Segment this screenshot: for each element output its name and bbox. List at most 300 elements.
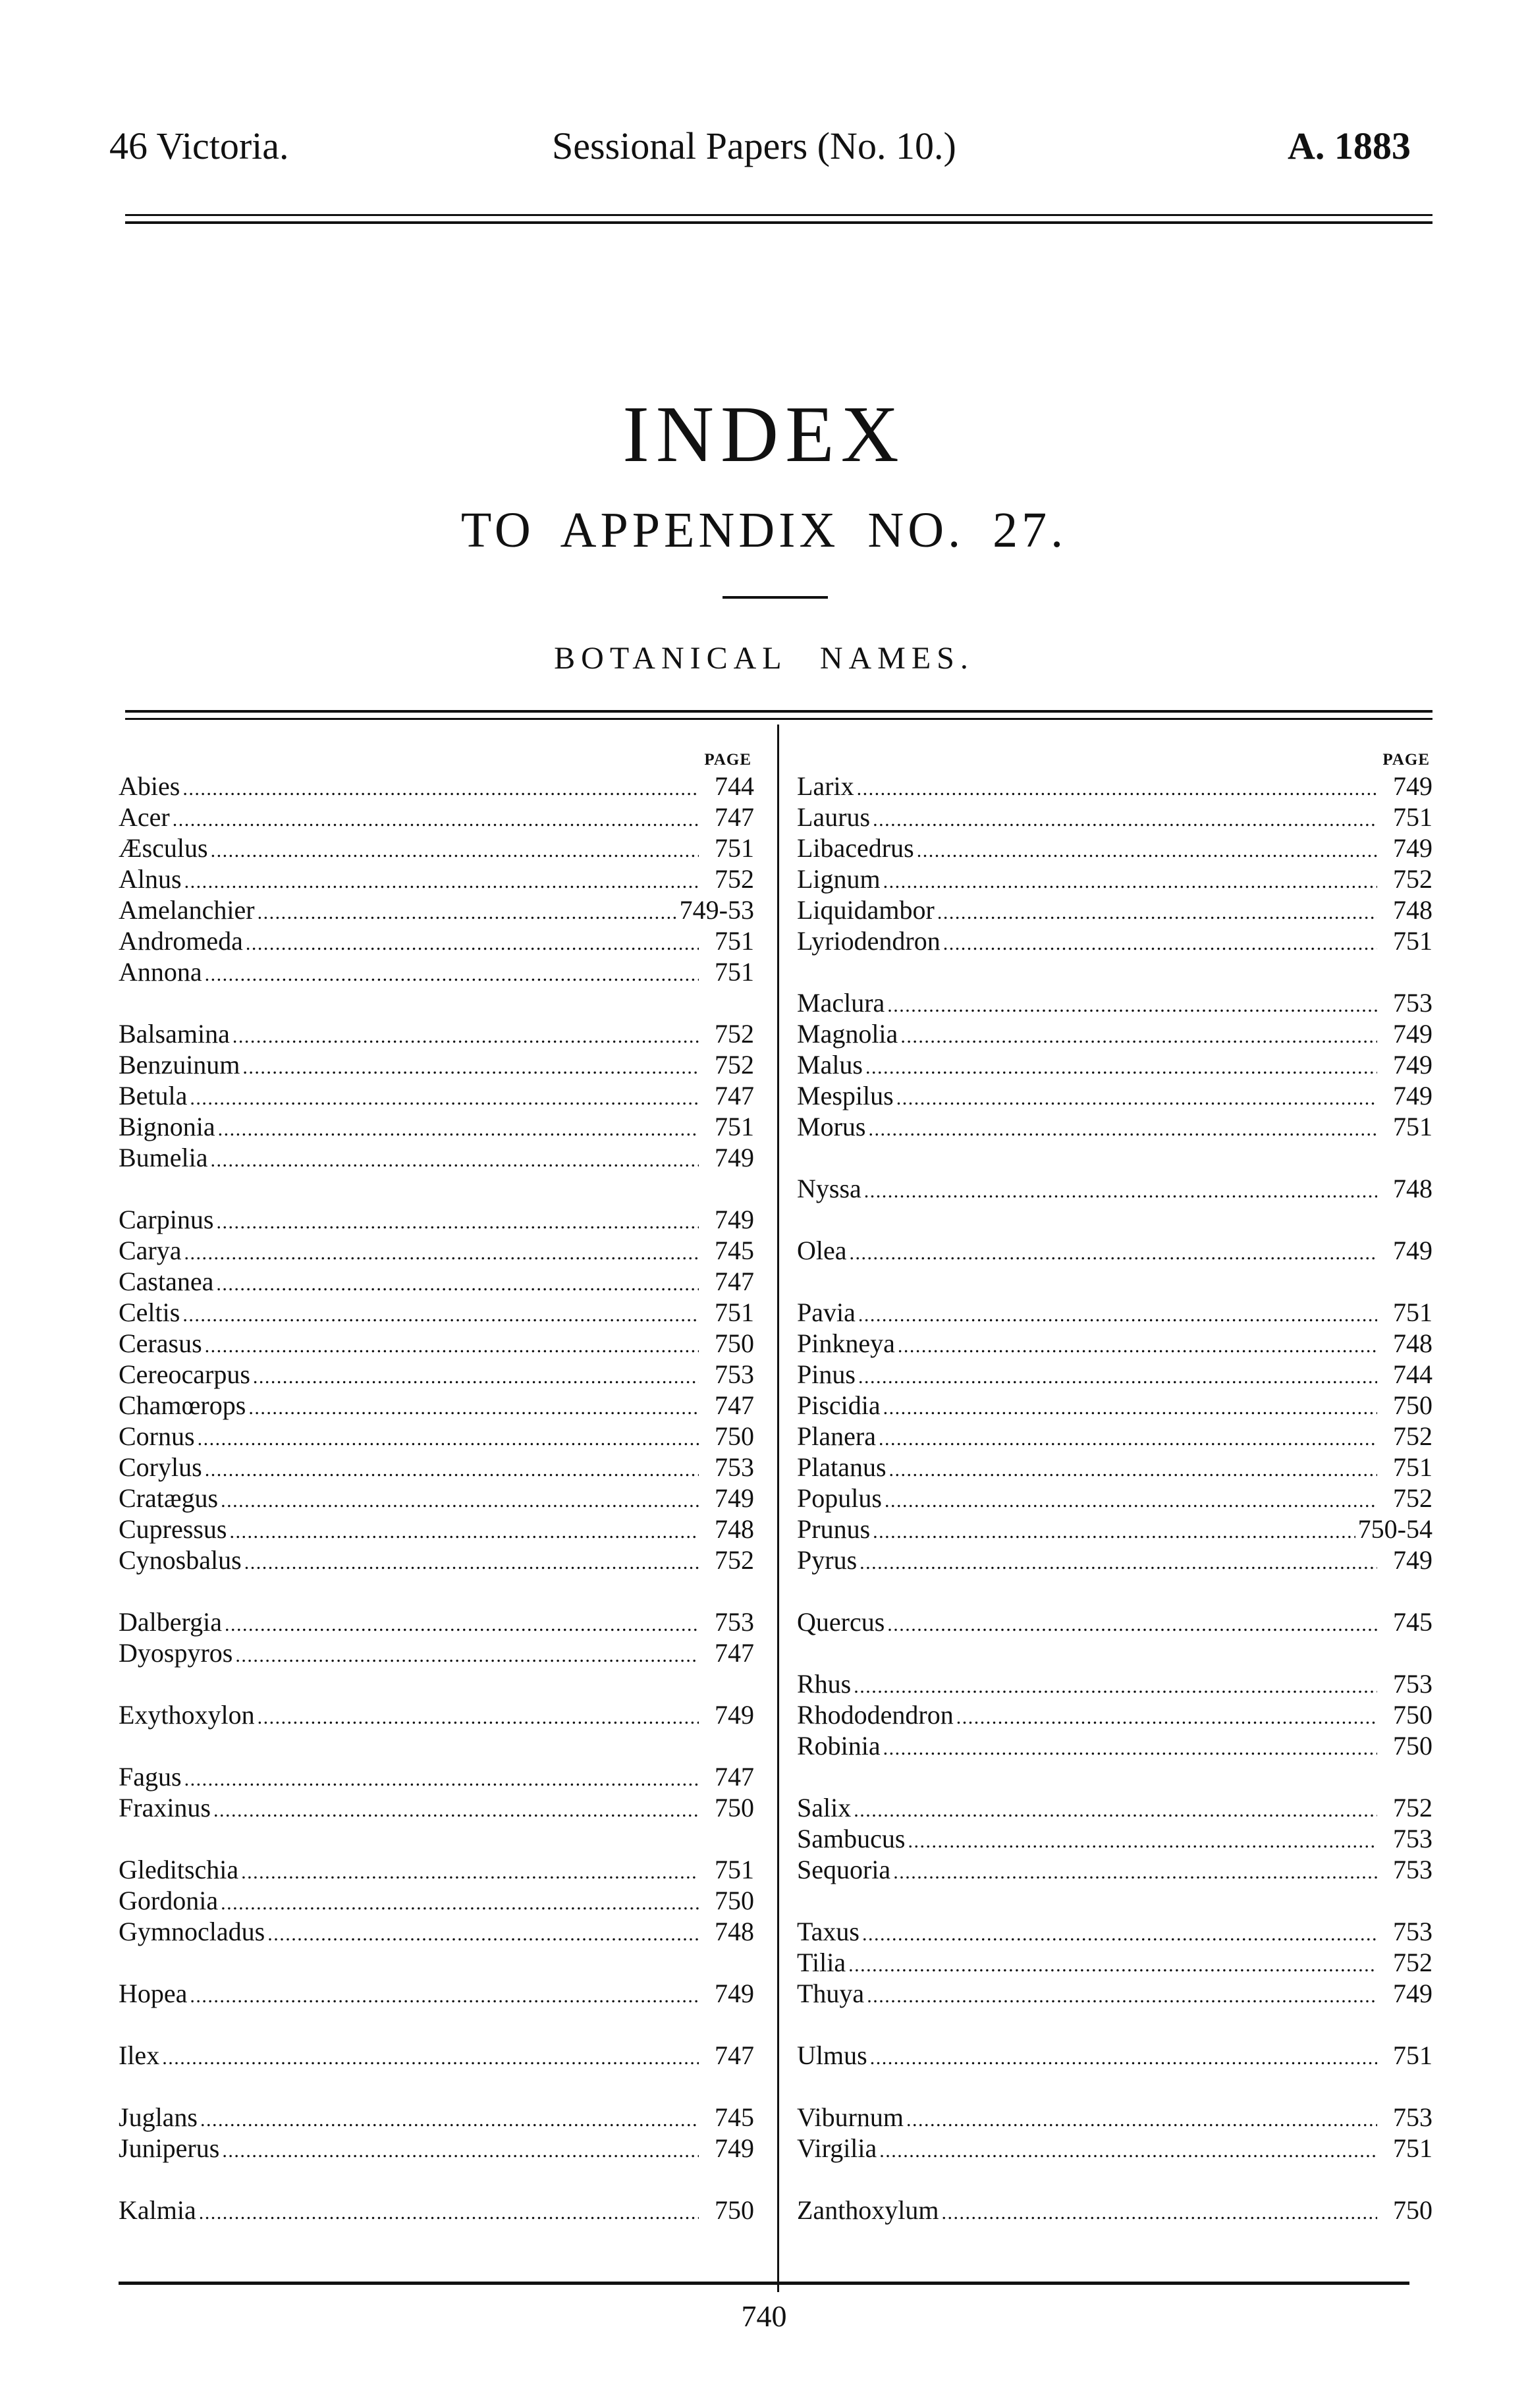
dot-leader	[887, 1606, 1377, 1637]
entry-page: 751	[715, 957, 754, 987]
entry-term: Kalmia	[119, 2195, 196, 2225]
entry-page: 747	[715, 1267, 754, 1296]
entry-page: 749	[1393, 1545, 1432, 1575]
entry-term: Abies	[119, 771, 180, 801]
index-entry	[797, 1730, 1432, 1761]
dot-leader	[229, 1514, 699, 1545]
entry-term: Sambucus	[797, 1824, 906, 1853]
entry-page: 752	[1393, 1793, 1432, 1822]
index-entry	[797, 863, 1432, 894]
index-entry	[119, 1885, 754, 1916]
index-entry	[119, 956, 754, 987]
entry-page: 750	[1393, 2195, 1432, 2225]
entry-term: Pyrus	[797, 1545, 858, 1575]
entry-page: 744	[1393, 1359, 1432, 1389]
entry-term: Virgilia	[797, 2133, 877, 2163]
dot-leader	[225, 1606, 699, 1637]
entry-term: Cupressus	[119, 1514, 227, 1544]
dot-leader	[222, 2133, 699, 2164]
dot-leader	[235, 1637, 699, 1668]
index-entry	[797, 1173, 1432, 1204]
entry-page: 747	[715, 1638, 754, 1668]
dot-leader	[182, 1297, 699, 1328]
entry-term: Mespilus	[797, 1081, 894, 1110]
index-entry	[119, 2133, 754, 2164]
index-entry	[797, 925, 1432, 956]
dot-leader	[868, 1111, 1377, 1142]
index-entry	[119, 1792, 754, 1823]
index-entry	[797, 1699, 1432, 1730]
entry-page: 749	[1393, 1050, 1432, 1080]
dot-leader	[898, 1328, 1377, 1359]
index-entry	[119, 1142, 754, 1173]
index-entry	[797, 1854, 1432, 1885]
entry-page: 753	[1393, 1669, 1432, 1699]
entry-term: Alnus	[119, 864, 182, 894]
index-entry	[119, 2102, 754, 2133]
entry-page: 753	[1393, 1824, 1432, 1853]
entry-page: 752	[1393, 864, 1432, 894]
entry-term: Hopea	[119, 1979, 188, 2008]
dot-leader	[943, 925, 1377, 956]
dot-leader	[211, 1142, 699, 1173]
index-entry	[797, 1359, 1432, 1390]
index-entry	[797, 1297, 1432, 1328]
entry-term: Laurus	[797, 802, 871, 832]
entry-term: Thuya	[797, 1979, 865, 2008]
running-header-right: A. 1883	[1288, 124, 1411, 167]
index-entry	[119, 1111, 754, 1142]
dot-leader	[173, 802, 699, 833]
entry-term: Maclura	[797, 988, 885, 1018]
dot-leader	[241, 1854, 699, 1885]
dot-leader	[205, 1328, 699, 1359]
entry-page: 752	[715, 1019, 754, 1049]
index-entry	[797, 1049, 1432, 1080]
entry-term: Annona	[119, 957, 202, 987]
dot-leader	[200, 2102, 699, 2133]
index-entry	[797, 987, 1432, 1018]
dot-leader	[857, 771, 1377, 802]
entry-term: Quercus	[797, 1607, 885, 1637]
entry-page: 751	[715, 1855, 754, 1884]
dot-leader	[862, 1916, 1377, 1947]
dot-leader	[879, 2133, 1377, 2164]
index-entry	[797, 2040, 1432, 2071]
index-entry	[119, 1761, 754, 1792]
index-entry	[119, 1204, 754, 1235]
entry-term: Bignonia	[119, 1112, 215, 1141]
dot-leader	[896, 1080, 1377, 1111]
entry-term: Nyssa	[797, 1174, 861, 1203]
index-entry	[797, 1947, 1432, 1978]
dot-leader	[218, 1111, 699, 1142]
index-entry	[797, 2195, 1432, 2226]
entry-term: Dalbergia	[119, 1607, 222, 1637]
running-header-left: 46 Victoria.	[109, 124, 289, 167]
entry-term: Juglans	[119, 2102, 198, 2132]
entry-term: Sequoria	[797, 1855, 891, 1884]
dot-leader	[184, 863, 699, 894]
dot-leader	[854, 1792, 1377, 1823]
entry-term: Taxus	[797, 1917, 860, 1946]
entry-page: 748	[1393, 1174, 1432, 1203]
entry-term: Pavia	[797, 1298, 856, 1327]
entry-term: Salix	[797, 1793, 852, 1822]
index-column-right	[797, 751, 1432, 2226]
entry-term: Betula	[119, 1081, 188, 1110]
dot-leader	[258, 894, 677, 925]
entry-page: 750	[1393, 1731, 1432, 1761]
entry-page: 753	[715, 1359, 754, 1389]
entry-page: 752	[715, 864, 754, 894]
dot-leader	[211, 833, 699, 863]
index-entry	[119, 1483, 754, 1514]
index-entry	[797, 1916, 1432, 1947]
index-entry	[119, 1637, 754, 1668]
dot-leader	[213, 1792, 699, 1823]
entry-page: 749	[715, 1979, 754, 2008]
dot-leader	[253, 1359, 699, 1390]
dot-leader	[887, 987, 1377, 1018]
index-entry	[797, 1111, 1432, 1142]
index-entry	[797, 894, 1432, 925]
entry-page: 749	[1393, 1236, 1432, 1265]
entry-term: Lignum	[797, 864, 881, 894]
dot-leader	[956, 1699, 1377, 1730]
entry-term: Pinus	[797, 1359, 856, 1389]
entry-term: Æsculus	[119, 833, 208, 863]
entry-page: 750-54	[1357, 1514, 1432, 1544]
index-entry	[797, 1390, 1432, 1421]
dot-leader	[858, 1297, 1377, 1328]
running-header-center: Sessional Papers (No. 10.)	[552, 124, 956, 167]
column-page-heading: PAGE	[704, 751, 751, 769]
entry-term: Cereocarpus	[119, 1359, 250, 1389]
index-entry	[797, 1823, 1432, 1854]
index-entry	[797, 1792, 1432, 1823]
index-entry	[797, 1080, 1432, 1111]
dot-leader	[198, 1421, 699, 1452]
page-subtitle: TO APPENDIX NO. 27.	[460, 503, 1068, 558]
entry-term: Fagus	[119, 1762, 182, 1792]
index-entry	[119, 1297, 754, 1328]
entry-page: 748	[1393, 895, 1432, 925]
entry-term: Carpinus	[119, 1205, 214, 1234]
index-entry	[119, 1978, 754, 2009]
entry-term: Acer	[119, 802, 170, 832]
index-entry	[119, 1699, 754, 1730]
index-entry	[119, 1606, 754, 1637]
entry-term: Amelanchier	[119, 895, 255, 925]
entry-page: 753	[715, 1607, 754, 1637]
entry-term: Exythoxylon	[119, 1700, 255, 1730]
index-entry	[797, 1545, 1432, 1575]
entry-page: 745	[715, 2102, 754, 2132]
dot-leader	[216, 1266, 699, 1297]
dot-leader	[205, 1452, 699, 1483]
index-entry	[119, 1854, 754, 1885]
entry-page: 751	[1393, 2040, 1432, 2070]
index-entry	[119, 833, 754, 863]
column-divider	[777, 725, 779, 2292]
entry-page: 753	[1393, 1917, 1432, 1946]
entry-page: 747	[715, 1762, 754, 1792]
entry-page: 751	[715, 1112, 754, 1141]
index-entry	[797, 1235, 1432, 1266]
entry-page: 745	[1393, 1607, 1432, 1637]
dot-leader	[873, 1514, 1355, 1545]
dot-leader	[864, 1173, 1377, 1204]
index-entry	[797, 833, 1432, 863]
index-entry	[119, 802, 754, 833]
dot-leader	[854, 1668, 1377, 1699]
index-entry	[119, 1545, 754, 1575]
index-entry	[119, 863, 754, 894]
dot-leader	[248, 1390, 699, 1421]
dot-leader	[162, 2040, 699, 2071]
entry-page: 749	[715, 1700, 754, 1730]
index-entry	[119, 1328, 754, 1359]
entry-term: Malus	[797, 1050, 863, 1080]
index-entry	[119, 1359, 754, 1390]
entry-page: 747	[715, 2040, 754, 2070]
entry-page: 750	[715, 1886, 754, 1915]
entry-term: Prunus	[797, 1514, 871, 1544]
dot-leader	[879, 1421, 1377, 1452]
entry-term: Gymnocladus	[119, 1917, 265, 1946]
entry-page: 749	[715, 1483, 754, 1513]
entry-page: 750	[715, 1328, 754, 1358]
entry-term: Platanus	[797, 1452, 887, 1482]
entry-term: Viburnum	[797, 2102, 904, 2132]
entry-page: 752	[1393, 1483, 1432, 1513]
entry-page: 751	[1393, 1298, 1432, 1327]
entry-term: Morus	[797, 1112, 866, 1141]
entry-page: 752	[1393, 1421, 1432, 1451]
dot-leader	[199, 2195, 699, 2226]
dot-leader	[242, 1049, 699, 1080]
dot-leader	[221, 1885, 699, 1916]
entry-term: Rhus	[797, 1669, 852, 1699]
entry-term: Ulmus	[797, 2040, 867, 2070]
entry-page: 753	[1393, 1855, 1432, 1884]
index-entry	[119, 894, 754, 925]
dot-leader	[184, 1235, 699, 1266]
entry-page: 747	[715, 1390, 754, 1420]
entry-term: Zanthoxylum	[797, 2195, 939, 2225]
dot-leader	[258, 1699, 699, 1730]
entry-page: 753	[715, 1452, 754, 1482]
dot-leader	[937, 894, 1377, 925]
index-list-left	[119, 771, 754, 2226]
index-entry	[119, 2040, 754, 2071]
index-entry	[119, 1235, 754, 1266]
entry-term: Ilex	[119, 2040, 160, 2070]
dot-leader	[883, 1390, 1377, 1421]
index-entry	[797, 1018, 1432, 1049]
dot-leader	[942, 2195, 1377, 2226]
dot-leader	[867, 1978, 1377, 2009]
index-entry	[797, 1452, 1432, 1483]
index-entry	[119, 2195, 754, 2226]
entry-page: 748	[715, 1917, 754, 1946]
dot-leader	[860, 1545, 1377, 1575]
entry-page: 751	[1393, 802, 1432, 832]
dot-leader	[190, 1080, 699, 1111]
entry-term: Cerasus	[119, 1328, 202, 1358]
entry-term: Dyospyros	[119, 1638, 233, 1668]
entry-page: 751	[715, 926, 754, 956]
dot-leader	[885, 1483, 1377, 1514]
entry-term: Populus	[797, 1483, 882, 1513]
header-rule-top	[125, 214, 1432, 216]
dot-leader	[883, 863, 1377, 894]
index-entry	[797, 1978, 1432, 2009]
entry-term: Cornus	[119, 1421, 195, 1451]
entry-term: Cynosbalus	[119, 1545, 242, 1575]
dot-leader	[190, 1978, 699, 2009]
dot-leader	[221, 1483, 699, 1514]
entry-term: Libacedrus	[797, 833, 914, 863]
entry-page: 752	[715, 1050, 754, 1080]
index-entry	[119, 1916, 754, 1947]
entry-term: Andromeda	[119, 926, 243, 956]
entry-page: 747	[715, 1081, 754, 1110]
entry-page: 749	[1393, 1019, 1432, 1049]
entry-page: 751	[1393, 1112, 1432, 1141]
entry-term: Piscidia	[797, 1390, 881, 1420]
entry-term: Juniperus	[119, 2133, 220, 2163]
entry-page: 752	[715, 1545, 754, 1575]
entry-page: 749	[715, 1205, 754, 1234]
entry-term: Robinia	[797, 1731, 881, 1761]
dot-leader	[246, 925, 699, 956]
entry-term: Castanea	[119, 1267, 214, 1296]
footer-rule	[119, 2282, 1409, 2285]
entry-page: 751	[715, 833, 754, 863]
entry-page: 750	[715, 2195, 754, 2225]
entry-term: Balsamina	[119, 1019, 230, 1049]
dot-leader	[850, 1235, 1377, 1266]
index-entry	[797, 1668, 1432, 1699]
entry-page: 750	[1393, 1700, 1432, 1730]
dot-leader	[900, 1018, 1377, 1049]
entry-page: 749	[715, 2133, 754, 2163]
entry-term: Benzuinum	[119, 1050, 240, 1080]
entry-term: Cratægus	[119, 1483, 219, 1513]
dot-leader	[244, 1545, 699, 1575]
entry-page: 749-53	[679, 895, 754, 925]
dot-leader	[906, 2102, 1377, 2133]
index-entry	[119, 1018, 754, 1049]
section-heading: BOTANICAL NAMES.	[554, 641, 974, 676]
dot-leader	[858, 1359, 1377, 1390]
index-entry	[119, 925, 754, 956]
entry-page: 751	[1393, 1452, 1432, 1482]
index-entry	[797, 1483, 1432, 1514]
index-entry	[797, 802, 1432, 833]
entry-term: Fraxinus	[119, 1793, 211, 1822]
index-entry	[797, 1328, 1432, 1359]
page-number: 740	[741, 2299, 787, 2333]
entry-page: 745	[715, 1236, 754, 1265]
page-title: INDEX	[622, 390, 906, 479]
index-entry	[797, 1606, 1432, 1637]
index-list-right	[797, 771, 1432, 2226]
dot-leader	[182, 771, 699, 802]
entry-term: Lyriodendron	[797, 926, 941, 956]
index-entry	[797, 771, 1432, 802]
entry-page: 753	[1393, 988, 1432, 1018]
entry-page: 753	[1393, 2102, 1432, 2132]
entry-term: Planera	[797, 1421, 876, 1451]
dot-leader	[205, 956, 699, 987]
entry-page: 748	[715, 1514, 754, 1544]
entry-term: Larix	[797, 771, 854, 801]
entry-page: 750	[715, 1421, 754, 1451]
entry-page: 751	[1393, 2133, 1432, 2163]
index-entry	[797, 1421, 1432, 1452]
entry-page: 749	[1393, 833, 1432, 863]
dot-leader	[917, 833, 1377, 863]
index-entry	[797, 2133, 1432, 2164]
entry-page: 749	[1393, 1081, 1432, 1110]
entry-term: Magnolia	[797, 1019, 898, 1049]
index-entry	[797, 1514, 1432, 1545]
entry-term: Bumelia	[119, 1143, 208, 1172]
dot-leader	[908, 1823, 1377, 1854]
index-entry	[119, 1390, 754, 1421]
entry-page: 749	[1393, 771, 1432, 801]
index-entry	[119, 1049, 754, 1080]
index-entry	[119, 1452, 754, 1483]
dot-leader	[889, 1452, 1377, 1483]
entry-page: 747	[715, 802, 754, 832]
dot-leader	[267, 1916, 699, 1947]
index-entry	[119, 771, 754, 802]
entry-page: 750	[715, 1793, 754, 1822]
entry-term: Carya	[119, 1236, 182, 1265]
table-rule-top	[125, 710, 1432, 713]
entry-term: Gleditschia	[119, 1855, 239, 1884]
entry-term: Celtis	[119, 1298, 180, 1327]
entry-term: Tilia	[797, 1948, 846, 1977]
index-entry	[119, 1080, 754, 1111]
entry-term: Liquidambor	[797, 895, 935, 925]
entry-page: 752	[1393, 1948, 1432, 1977]
dot-leader	[232, 1018, 699, 1049]
entry-term: Gordonia	[119, 1886, 219, 1915]
table-rule-bottom	[125, 718, 1432, 720]
dot-leader	[865, 1049, 1377, 1080]
entry-term: Corylus	[119, 1452, 202, 1482]
entry-term: Chamœrops	[119, 1390, 246, 1420]
entry-page: 748	[1393, 1328, 1432, 1358]
entry-term: Olea	[797, 1236, 847, 1265]
title-divider	[723, 596, 828, 599]
entry-term: Pinkneya	[797, 1328, 895, 1358]
index-entry	[797, 2102, 1432, 2133]
entry-page: 744	[715, 771, 754, 801]
dot-leader	[893, 1854, 1377, 1885]
entry-page: 750	[1393, 1390, 1432, 1420]
dot-leader	[870, 2040, 1377, 2071]
dot-leader	[848, 1947, 1377, 1978]
index-entry	[119, 1514, 754, 1545]
index-entry	[119, 1421, 754, 1452]
index-entry	[119, 1266, 754, 1297]
